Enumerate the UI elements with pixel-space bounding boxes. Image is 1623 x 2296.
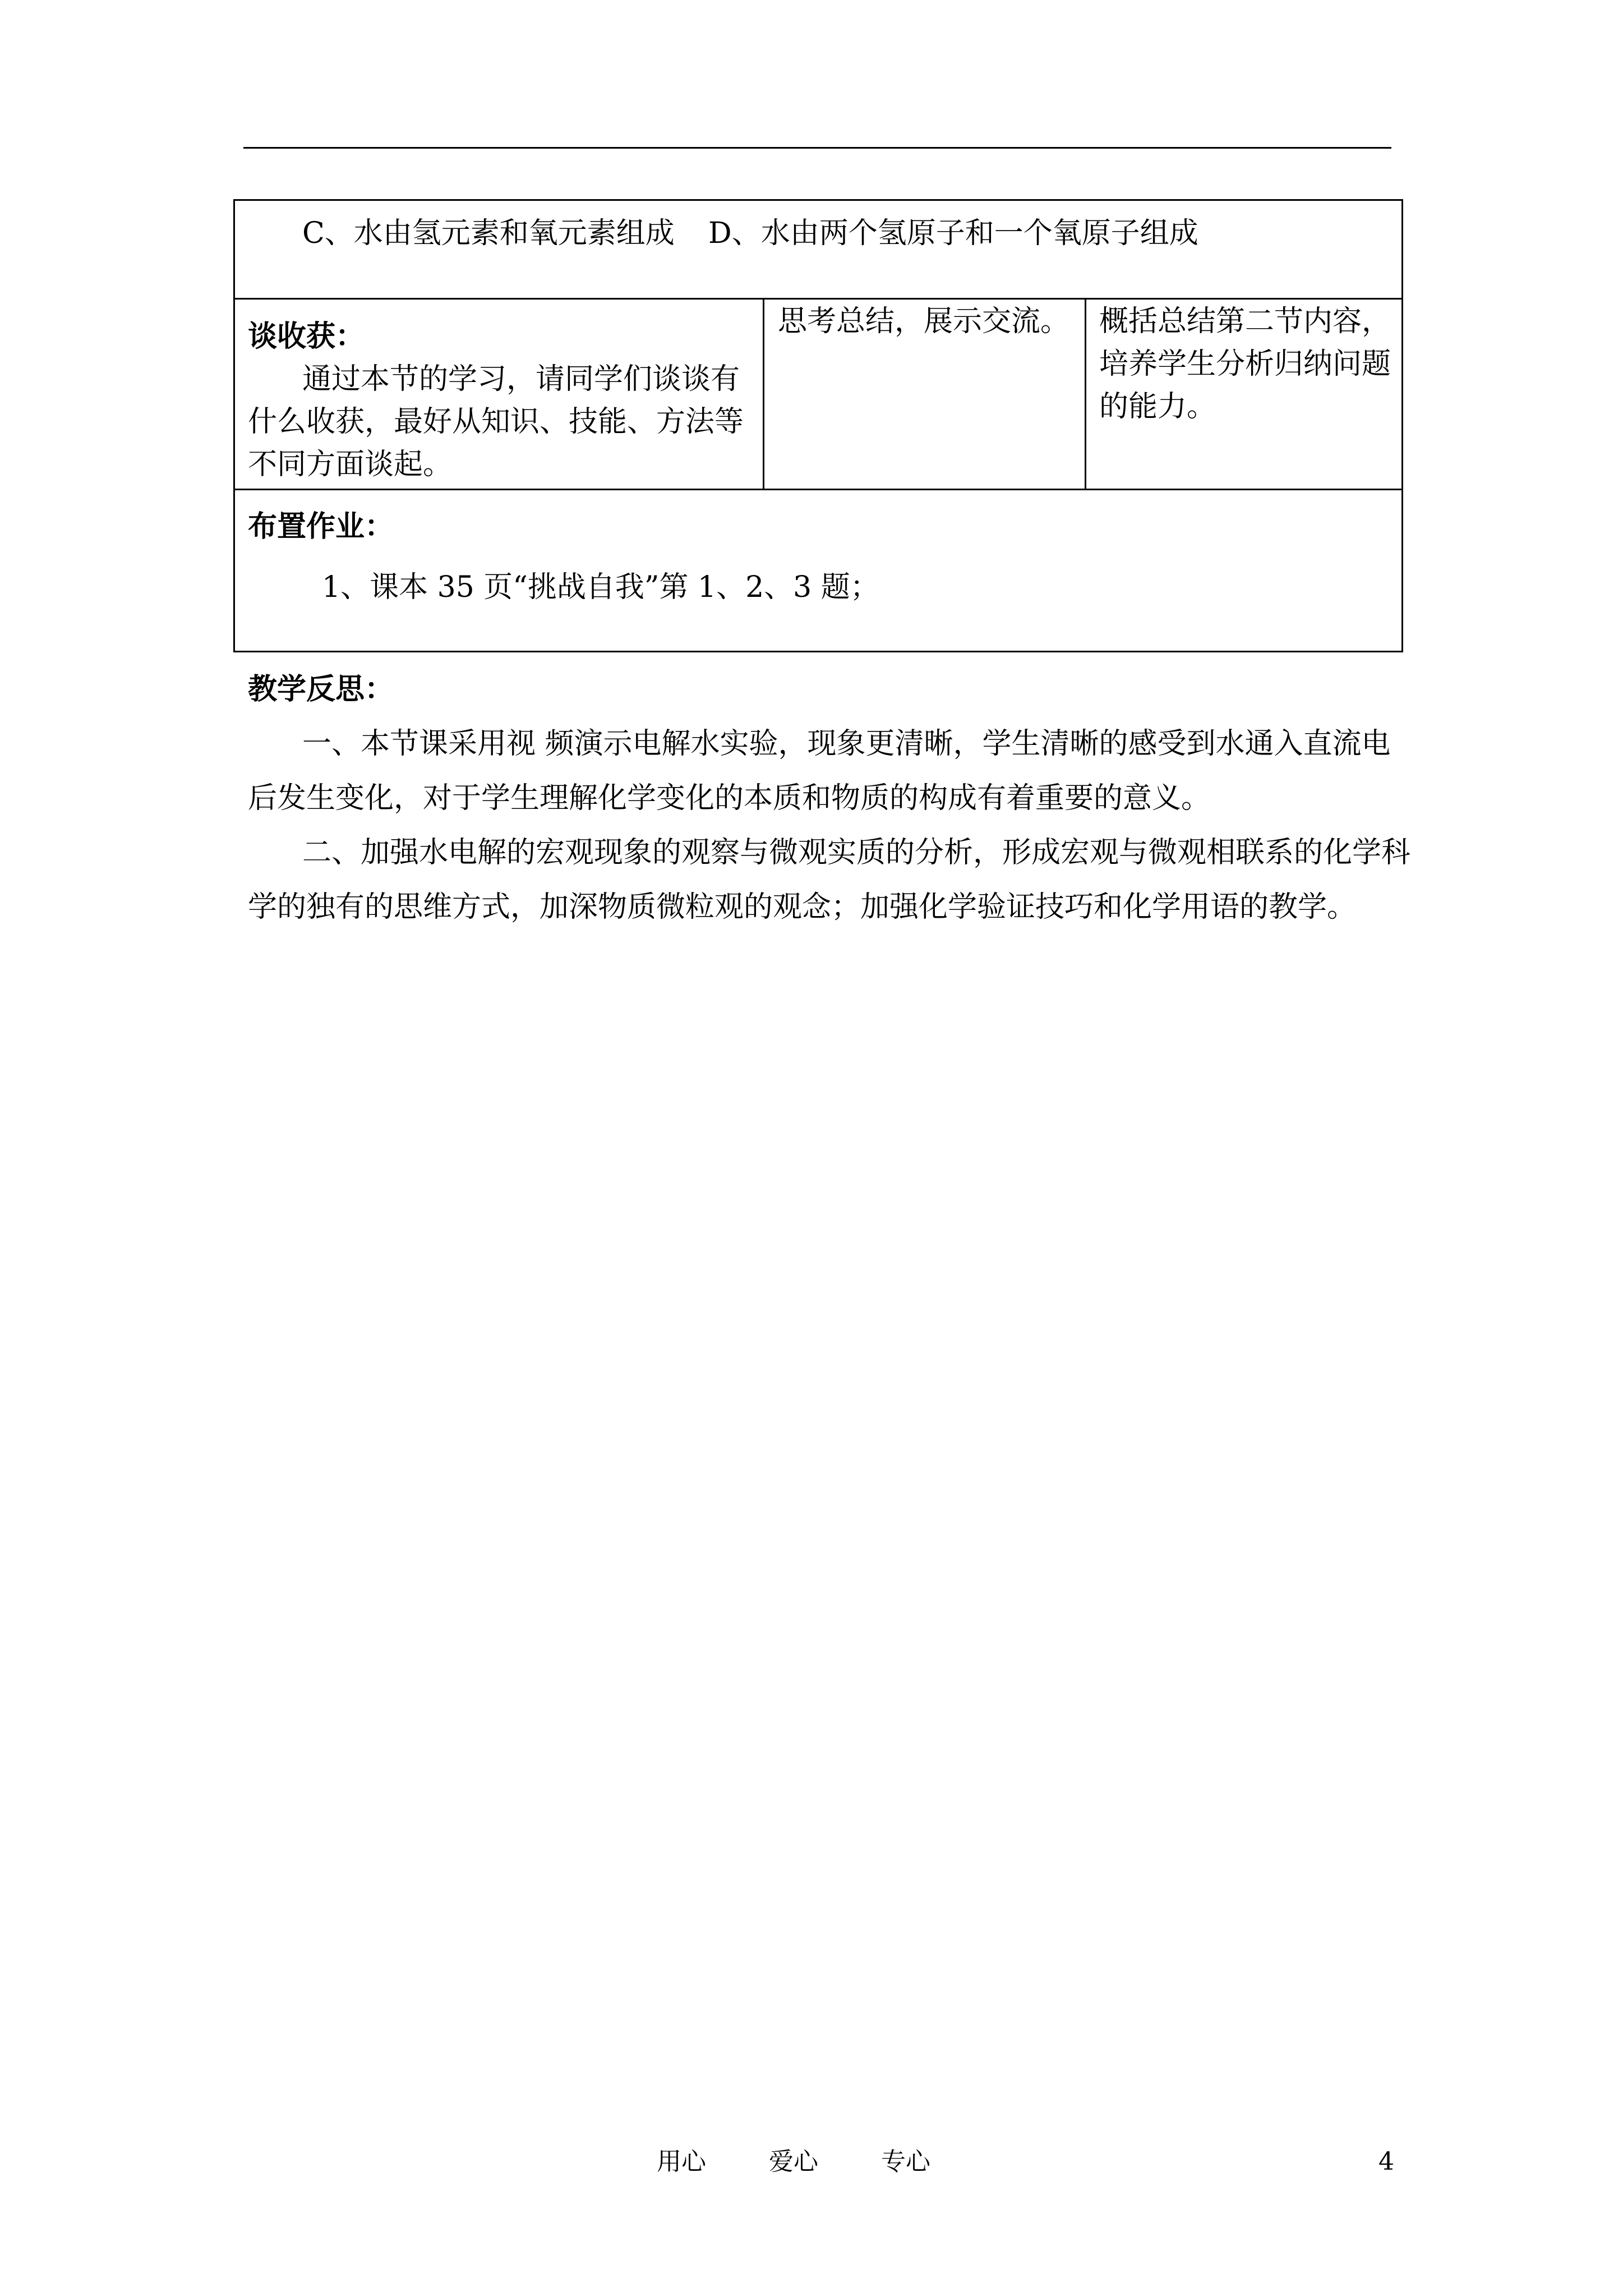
header-rule: [243, 147, 1391, 149]
footer-motto: 用心: [657, 2147, 706, 2176]
footer-motto: 专心: [881, 2147, 930, 2176]
lesson-table: [233, 199, 1403, 652]
homework-heading: 布置作业：: [248, 510, 394, 544]
option-c-text: C、水由氢元素和氧元素组成: [302, 217, 675, 250]
footer-motto: 爱心: [769, 2147, 818, 2176]
student-activity-text: 思考总结，展示交流。: [778, 305, 1070, 338]
summary-heading: 谈收获：: [248, 320, 365, 353]
design-intent-line: 概括总结第二节内容，: [1099, 305, 1391, 338]
student-activity-cell: [764, 300, 1086, 489]
design-intent-line: 的能力。: [1099, 390, 1216, 424]
homework-item: 1、课本 35 页“挑战自我”第 1、2、3 题；: [322, 570, 879, 604]
reflection-paragraph-line: 一、本节课采用视 频演示电解水实验，现象更清晰，学生清晰的感受到水通入直流电: [302, 727, 1391, 761]
page-number: 4: [1378, 2147, 1394, 2176]
table-row-options: [235, 201, 1401, 300]
reflection-paragraph-line: 后发生变化，对于学生理解化学变化的本质和物质的构成有着重要的意义。: [248, 781, 1211, 815]
summary-prompt-line: 不同方面谈起。: [248, 448, 453, 481]
reflection-paragraph-line: 学的独有的思维方式，加深物质微粒观的观念；加强化学验证技巧和化学用语的教学。: [248, 890, 1357, 924]
option-d-text: D、水由两个氢原子和一个氧原子组成: [708, 217, 1198, 250]
table-row-summary: [235, 300, 1401, 490]
design-intent-cell: [1086, 300, 1401, 489]
summary-activity-cell: [235, 300, 764, 489]
summary-prompt-line: 什么收获，最好从知识、技能、方法等: [248, 405, 744, 439]
reflection-heading: 教学反思：: [248, 673, 394, 706]
reflection-paragraph-line: 二、加强水电解的宏观现象的观察与微观实质的分析，形成宏观与微观相联系的化学科: [302, 836, 1411, 869]
design-intent-line: 培养学生分析归纳问题: [1099, 347, 1391, 381]
table-row-homework: [235, 490, 1401, 651]
summary-prompt-line: 通过本节的学习，请同学们谈谈有: [302, 362, 740, 396]
